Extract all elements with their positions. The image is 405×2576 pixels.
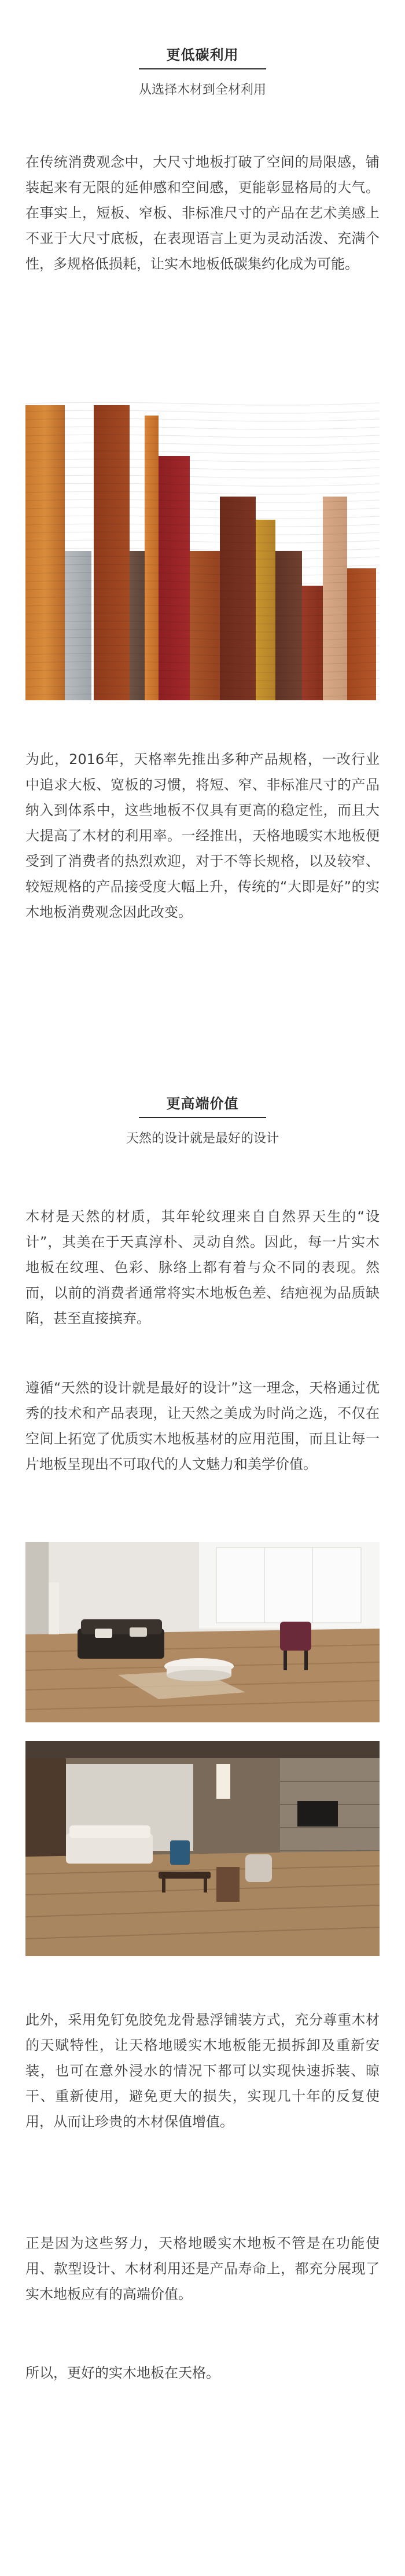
paragraph-installation-method: 此外，采用免钉免胶免龙骨悬浮铺装方式，充分尊重木材的天赋特性，让天格地暖实木地板能无损拆卸及重新安装，也可在意外浸水的情况下都可以实现快速拆装、晾干、重新使用，避免更大的损失，实现几十年的反复使用，从而让珍贵的木材保值增值。 [25, 2012, 380, 2130]
title-underline [139, 1117, 266, 1118]
wood-plank-samples-image [25, 399, 380, 701]
title-underline [139, 68, 266, 69]
paragraph-design-philosophy: 遵循“天然的设计就是最好的设计”这一理念，天格通过优秀的技术和产品表现，让天然之美成为时尚之选，不仅在空间上拓宽了优质实木地板基材的应用范围，而且让每一片地板呈现出不可取代的人文魅力和美学价值。 [25, 1380, 380, 1472]
section-subtitle: 从选择木材到全材利用 [138, 83, 266, 97]
paragraph-conclusion: 所以，更好的实木地板在天格。 [25, 2365, 220, 2381]
paragraph-natural-material: 木材是天然的材质，其年轮纹理来自自然界天生的“设计”，其美在于天真淳朴、灵动自然。因此，每一片实木地板在纹理、色彩、脉络上都有着与众不同的表现。然而，以前的消费者通常将实木地板色差、结疤视为品质缺陷，甚至直接摈弃。 [25, 1208, 380, 1326]
section-header-high-value [0, 1094, 405, 1148]
paragraph-2016-launch: 为此，2016年，天格率先推出多种产品规格，一改行业中追求大板、宽板的习惯，将短、窄、非标准尺寸的产品纳入到体系中，这些地板不仅具有更高的稳定性，而且大大提高了木材的利用率。一经推出，天格地暖实木地板便受到了消费者的热烈欢迎，对于不等长规格，以及较窄、较短规格的产品接受度大幅上升，传统的“大即是好”的实木地板消费观念因此改变。 [25, 751, 380, 920]
section-subtitle: 天然的设计就是最好的设计 [126, 1131, 279, 1146]
paragraph-efforts: 正是因为这些努力，天格地暖实木地板不管是在功能使用、款型设计、木材利用还是产品寿命上，都充分展现了实木地板应有的高端价值。 [25, 2235, 380, 2302]
section-title: 更低碳利用 [166, 47, 239, 63]
section-title: 更高端价值 [166, 1096, 239, 1112]
open-plan-room-image [25, 1741, 380, 1956]
living-room-interior-image [25, 1542, 380, 1722]
section-header-low-carbon [0, 45, 405, 100]
paragraph-traditional-concept: 在传统消费观念中，大尺寸地板打破了空间的局限感，铺装起来有无限的延伸感和空间感，更能彰显格局的大气。在事实上，短板、窄板、非标准尺寸的产品在艺术美感上不亚于大尺寸底板，在表现语言上更为灵动活泼、充满个性，多规格低损耗，让实木地板低碳集约化成为可能。 [25, 154, 380, 272]
